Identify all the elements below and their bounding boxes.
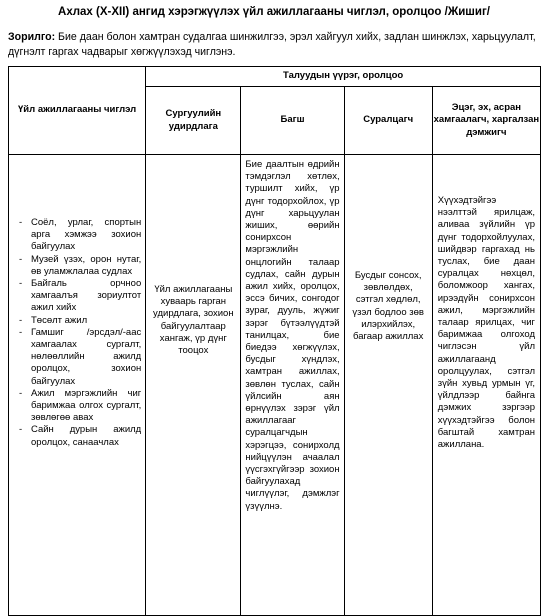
header-teacher: Багш (241, 87, 344, 155)
cell-directions (9, 155, 146, 616)
goal-label: Зорилго: (8, 31, 56, 43)
directions-list (9, 217, 145, 449)
list-item: - Ажил мэргэжлийн чиг баримжаа олгох сургалт, зөвлөгөө авах (31, 388, 141, 425)
list-item: - Төсөлт ажил (31, 315, 141, 327)
list-item: - Гамшиг /эрсдэл/-аас хамгаалах сургалт, нөлөөллийн ажилд оролцох, зохион байгуулах (31, 327, 141, 388)
page-title: Ахлах (X-XII) ангид хэрэгжүүлэх үйл ажиллагааны чиглэл, оролцоо /Жишиг/ (58, 6, 490, 18)
list-item: - Музей үзэх, орон нутаг, өв уламжлалаа судлах (31, 254, 141, 278)
header-student: Суралцагч (344, 87, 432, 155)
cell-management: Үйл ажиллагааны хуваарь гарган удирдлага, зохион байгуулалтаар хангаж, үр дүнг тооцох (146, 155, 241, 616)
cell-teacher: Бие даалтын өдрийн тэмдэглэл хөтлөх, туршилт хийх, үр дүнг тодорхойлох, үр дүнг харьцуулан жиших, өөрийн сонирхсон мэргэжлийн онцлогийн талаар судлах, сайн дурын ажил хийх, оролцох, эссэ бичих, сонгодог зураг, дууль, жүжиг зэрэг бүтээлүүдтэй танилцах, бие биедээ хөгжүүлэх, бусдыг хүндлэх, хамтран ажиллах, зөвлөн туслах, сайн үйлсийн аян өрнүүлэх зэрэг үйл ажиллагааг суралцагчдын хэрэгцээ, сонирхолд нийцүүлэн ачаалал үүсгэхгүйгээр зохион байгуулахад чиглүүлэг, дэмжлэг үзүүлнэ. (241, 155, 344, 616)
list-item: - Сайн дурын ажилд оролцох, санаачлах (31, 424, 141, 448)
header-management: Сургуулийн удирдлага (146, 87, 241, 155)
header-directions: Үйл ажиллагааны чиглэл (9, 67, 146, 155)
cell-parents: Хүүхэдтэйгээ нээлттэй ярилцаж, аливаа зүйлийн үр дүнг тодорхойлуулах, шийдвэр гаргахад нь туслах, бие даан суралцах нөхцөл, боломжоор хангах, ирээдүйн сонирхсон ажил, мэргэжлийн талаар ярилцах, чиг баримжаа олгоход чиглэсэн үйл ажиллагаанд оролцуулах, сэтгэл зүйн хувьд урмын үг, үйлдлээр байнга дэмжих зэргээр хүүхэдтэйгээ болон багштай хамтран ажиллана. (432, 155, 540, 616)
goal-paragraph (8, 30, 542, 59)
header-roles-group: Талуудын үүрэг, оролцоо (146, 67, 541, 87)
goal-text: Бие даан болон хамтран судалгаа шинжилгээ, эрэл хайгуул хийх, задлан шинжлэх, харьцуулалт, дүгнэлт гаргах чадварыг хөгжүүлэхэд чиглэнэ. (8, 31, 536, 58)
header-parents: Эцэг, эх, асран хамгаалагч, харгалзан дэмжигч (432, 87, 540, 155)
roles-table (8, 66, 541, 616)
list-item: - Соёл, урлаг, спортын арга хэмжээ зохион байгуулах (31, 217, 141, 254)
list-item: - Байгаль орчноо хамгаалъя зориултот ажил хийх (31, 278, 141, 315)
cell-student: Бусдыг сонсох, зөвлөлдөх, сэтгэл хөдлөл, үзэл бодлоо зөв илэрхийлэх, багаар ажиллах (344, 155, 432, 616)
